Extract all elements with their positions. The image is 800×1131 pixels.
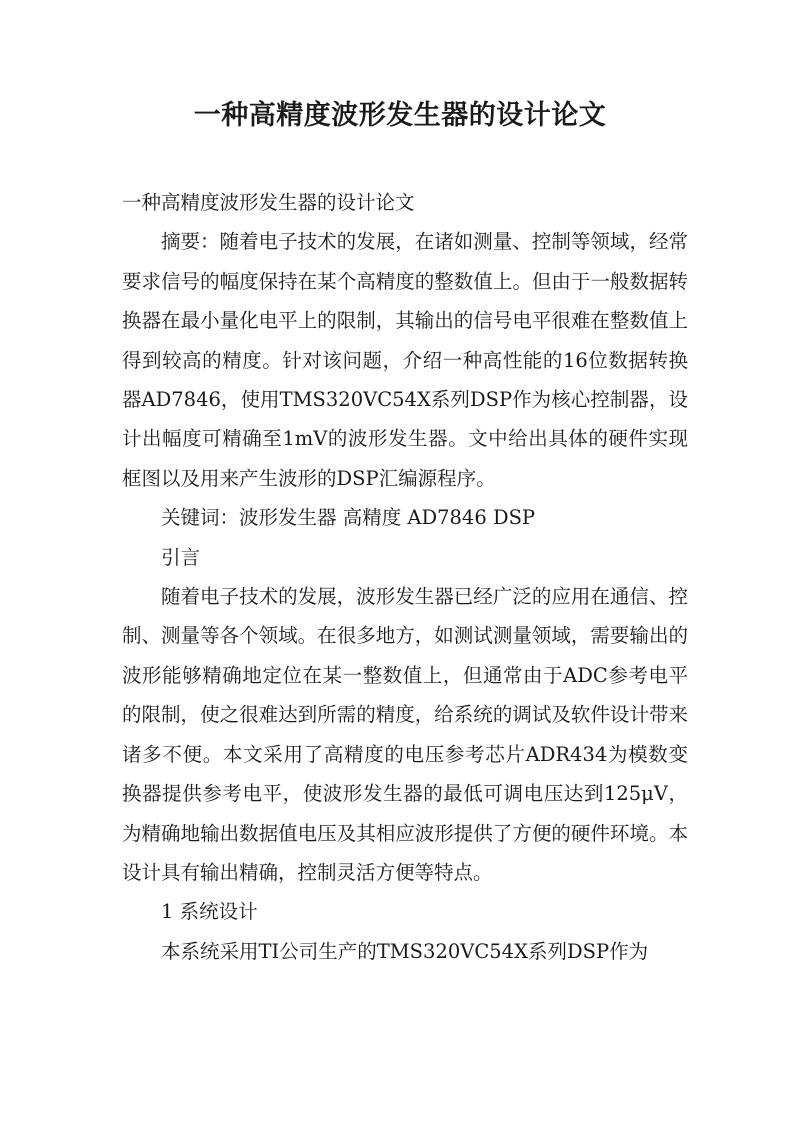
subtitle-paragraph: 一种高精度波形发生器的设计论文	[122, 191, 415, 214]
system-design-paragraph: 本系统采用TI公司生产的TMS320VC54X系列DSP作为	[161, 939, 649, 963]
document-title: 一种高精度波形发生器的设计论文	[193, 100, 607, 131]
document-body	[122, 183, 688, 971]
abstract-paragraph: 摘要：随着电子技术的发展，在诸如测量、控制等领域，经常要求信号的幅度保持在某个高精度的整数值上。但由于一般数据转换器在最小量化电平上的限制，其输出的信号电平很难在整数值上得到较高的精度。针对该问题，介绍一种高性能的16位数据转换器AD7846，使用TMS320VC54X系列DSP作为核心控制器，设计出幅度可精确至1mV的波形发生器。文中给出具体的硬件实现框图以及用来产生波形的DSP汇编源程序。	[122, 230, 688, 490]
introduction-paragraph: 随着电子技术的发展，波形发生器已经广泛的应用在通信、控制、测量等各个领域。在很多地方，如测试测量领域，需要输出的波形能够精确地定位在某一整数值上，但通常由于ADC参考电平的限制，使之很难达到所需的精度，给系统的调试及软件设计带来诸多不便。本文采用了高精度的电压参考芯片ADR434为模数变换器提供参考电平，使波形发生器的最低可调电压达到125μV，为精确地输出数据值电压及其相应波形提供了方便的硬件环境。本设计具有输出精确，控制灵活方便等特点。	[122, 585, 688, 884]
keywords-paragraph: 关键词：波形发生器 高精度 AD7846 DSP	[161, 506, 536, 530]
section-heading-introduction: 引言	[161, 545, 201, 569]
section-heading-system-design: 1 系统设计	[161, 900, 258, 924]
